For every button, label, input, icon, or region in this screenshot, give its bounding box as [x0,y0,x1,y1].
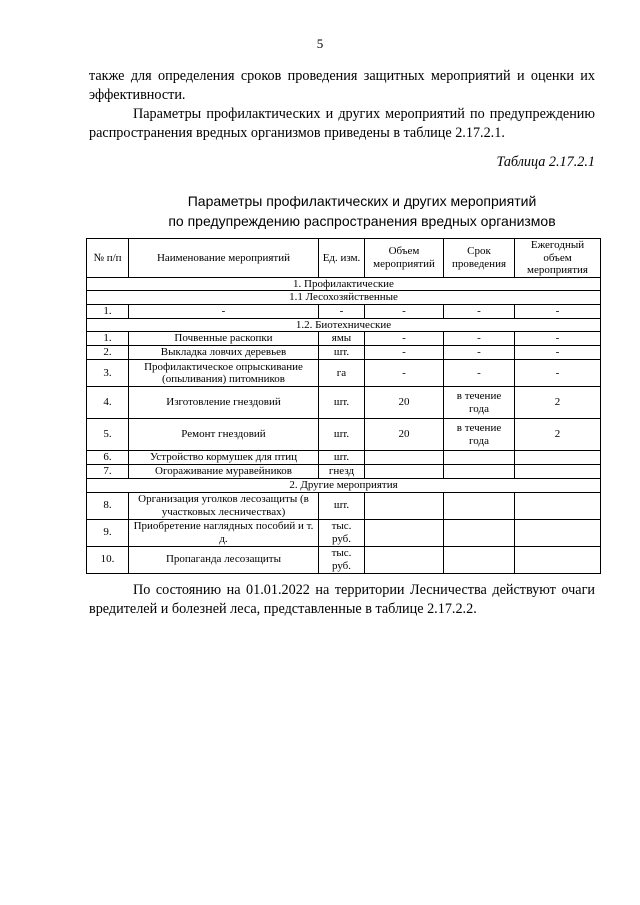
section-heading: 1. Профилактические [87,277,601,291]
table-cell: - [365,332,444,346]
table-cell: - [319,304,365,318]
status-paragraph-text: По состоянию на 01.01.2022 на территории Лесничества действуют очаги вредителей и болезней леса, представленные в таблице 2.17.2.2. [89,582,595,617]
table-cell: - [515,346,601,360]
header-cell: Ед. изм. [319,239,365,278]
table-title [89,191,635,231]
table-cell: - [444,332,515,346]
measures-table [86,238,601,574]
table-cell: - [129,304,319,318]
table-cell [365,519,444,546]
table-cell: 20 [365,387,444,419]
table-cell [515,546,601,573]
table-cell: - [444,304,515,318]
table-cell: 8. [87,492,129,519]
table-cell: 2 [515,387,601,419]
table-row [87,465,601,479]
table-cell [515,465,601,479]
table-cell: Выкладка ловчих деревьев [129,346,319,360]
table-cell: ямы [319,332,365,346]
table-cell: тыс. руб. [319,546,365,573]
section-heading: 2. Другие мероприятия [87,479,601,493]
table-cell: 1. [87,304,129,318]
table-row [87,419,601,451]
table-cell: 2 [515,419,601,451]
table-cell [365,492,444,519]
table-row [87,360,601,387]
table-cell: гнезд [319,465,365,479]
table-cell: в течение года [444,387,515,419]
table-cell: 4. [87,387,129,419]
header-cell: № п/п [87,239,129,278]
table-cell [444,546,515,573]
table-cell [444,492,515,519]
table-cell: - [515,304,601,318]
table-cell: шт. [319,346,365,360]
table-cell: 2. [87,346,129,360]
table-cell: 10. [87,546,129,573]
table-cell: Организация уголков лесозащиты (в участковых лесничествах) [129,492,319,519]
header-cell: Ежегодный объем мероприятия [515,239,601,278]
table-reference: Таблица 2.17.2.1 [496,154,595,170]
table-cell: 5. [87,419,129,451]
table-cell: шт. [319,419,365,451]
table-cell [365,546,444,573]
table-cell [515,492,601,519]
table-title-line-1: Параметры профилактических и других мероприятий [187,193,537,209]
table-cell: - [515,332,601,346]
table-cell: Почвенные раскопки [129,332,319,346]
table-cell: 20 [365,419,444,451]
section-heading: 1.2. Биотехнические [87,318,601,332]
table-cell: 9. [87,519,129,546]
table-cell: - [365,360,444,387]
table-cell: - [365,304,444,318]
table-cell: - [515,360,601,387]
header-cell: Срок проведения [444,239,515,278]
table-cell: 7. [87,465,129,479]
table-cell: 1. [87,332,129,346]
table-cell: Огораживание муравейников [129,465,319,479]
section-row [87,479,601,493]
section-heading: 1.1 Лесохозяйственные [87,291,601,305]
params-paragraph [89,105,595,143]
table-row [87,332,601,346]
table-cell: Устройство кормушек для птиц [129,451,319,465]
table-row [87,304,601,318]
table-cell: - [444,346,515,360]
header-cell: Наименование мероприятий [129,239,319,278]
intro-paragraph: также для определения сроков проведения защитных мероприятий и оценки их эффективности. [89,68,595,103]
table-cell [365,465,444,479]
table-cell: 3. [87,360,129,387]
table-cell [444,465,515,479]
table-cell [444,519,515,546]
table-row [87,546,601,573]
section-row [87,291,601,305]
table-row [87,519,601,546]
table-cell: шт. [319,387,365,419]
table-row [87,387,601,419]
table-cell [515,451,601,465]
table-cell: Приобретение наглядных пособий и т. д. [129,519,319,546]
table-cell: - [365,346,444,360]
table-cell: шт. [319,492,365,519]
params-paragraph-text: Параметры профилактических и других мероприятий по предупреждению распространения вредных организмов приведены в таблице 2.17.2.1. [89,106,595,141]
table-cell [365,451,444,465]
table-cell [515,519,601,546]
section-row [87,318,601,332]
table-cell: Изготовление гнездовий [129,387,319,419]
table-cell: шт. [319,451,365,465]
table-row [87,346,601,360]
table-cell: га [319,360,365,387]
table-cell: Ремонт гнездовий [129,419,319,451]
table-cell [444,451,515,465]
table-cell: Профилактическое опрыскивание (опыливания) питомников [129,360,319,387]
table-row [87,492,601,519]
table-cell: - [444,360,515,387]
table-cell: в течение года [444,419,515,451]
section-row [87,277,601,291]
page-number: 5 [316,36,324,51]
table-cell: Пропаганда лесозащиты [129,546,319,573]
table-header-row [87,239,601,278]
header-cell: Объем мероприятий [365,239,444,278]
status-paragraph [89,581,595,619]
table-title-line-2: по предупреждению распространения вредных организмов [168,213,556,229]
table-cell: 6. [87,451,129,465]
table-cell: тыс. руб. [319,519,365,546]
table-row [87,451,601,465]
